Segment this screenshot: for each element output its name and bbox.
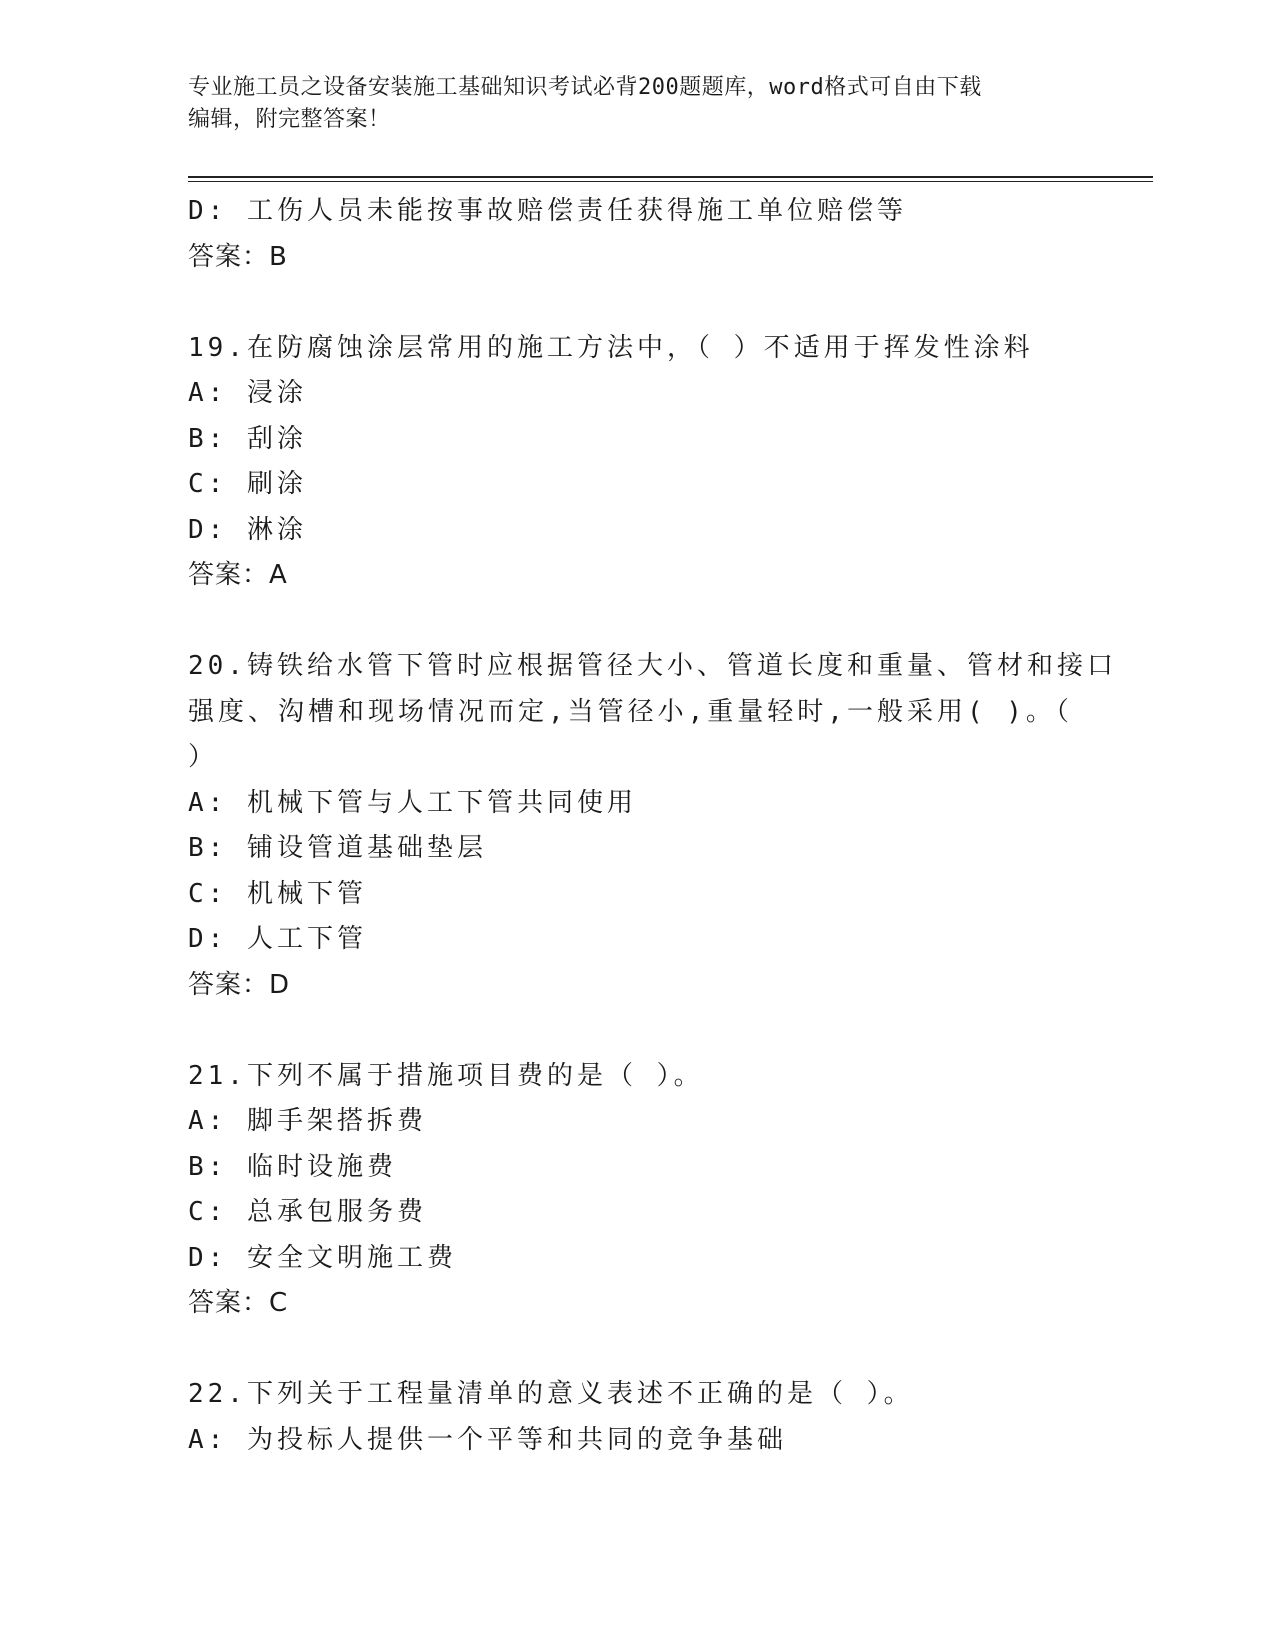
question-text: 22.下列关于工程量清单的意义表述不正确的是（ ）。 [188, 1379, 914, 1409]
spacer [188, 1327, 1088, 1373]
option-b: B: 临时设施费 [188, 1151, 397, 1182]
question-22 [188, 1372, 1088, 1463]
question-text: ） [188, 742, 219, 772]
spacer [188, 1008, 1088, 1054]
document-header [188, 72, 1088, 136]
option-d: D: 人工下管 [188, 924, 367, 954]
option-b: B: 铺设管道基础垫层 [188, 833, 487, 863]
spacer [188, 599, 1088, 645]
question-20 [188, 644, 1117, 1008]
question-text: 20.铸铁给水管下管时应根据管径大小、管道长度和重量、管材和接口 [188, 651, 1117, 681]
answer: 答案：A [188, 560, 288, 590]
question-text: 强度、沟槽和现场情况而定,当管径小,重量轻时,一般采用( )。（ [188, 696, 1073, 727]
option-c: C: 机械下管 [188, 878, 367, 909]
option-a: A: 机械下管与人工下管共同使用 [188, 787, 637, 818]
question-21 [188, 1054, 1088, 1327]
question-text: 19.在防腐蚀涂层常用的施工方法中，（ ）不适用于挥发性涂料 [188, 332, 1034, 363]
option-a: A: 为投标人提供一个平等和共同的竞争基础 [188, 1424, 787, 1455]
option-d: D: 安全文明施工费 [188, 1242, 457, 1273]
option-a: A: 脚手架搭拆费 [188, 1106, 427, 1136]
prev-answer: 答案：B [188, 241, 288, 272]
prev-option-d: D: 工伤人员未能按事故赔偿责任获得施工单位赔偿等 [188, 196, 907, 226]
header-line-1: 专业施工员之设备安装施工基础知识考试必背200题题库，word格式可自由下载 [188, 75, 982, 100]
option-c: C: 刷涂 [188, 469, 307, 499]
question-list [188, 189, 1117, 1463]
option-a: A: 浸涂 [188, 378, 307, 408]
header-line-2: 编辑，附完整答案！ [188, 107, 391, 132]
option-b: B: 刮涂 [188, 423, 307, 454]
option-d: D: 淋涂 [188, 514, 307, 545]
question-text: 21.下列不属于措施项目费的是（ ）。 [188, 1060, 704, 1091]
option-c: C: 总承包服务费 [188, 1197, 427, 1227]
answer: 答案：C [188, 1288, 289, 1318]
header-divider-thin [188, 181, 1153, 182]
header-divider-thick [188, 176, 1153, 178]
answer: 答案：D [188, 969, 291, 1000]
question-19 [188, 326, 1088, 599]
spacer [188, 280, 1088, 326]
